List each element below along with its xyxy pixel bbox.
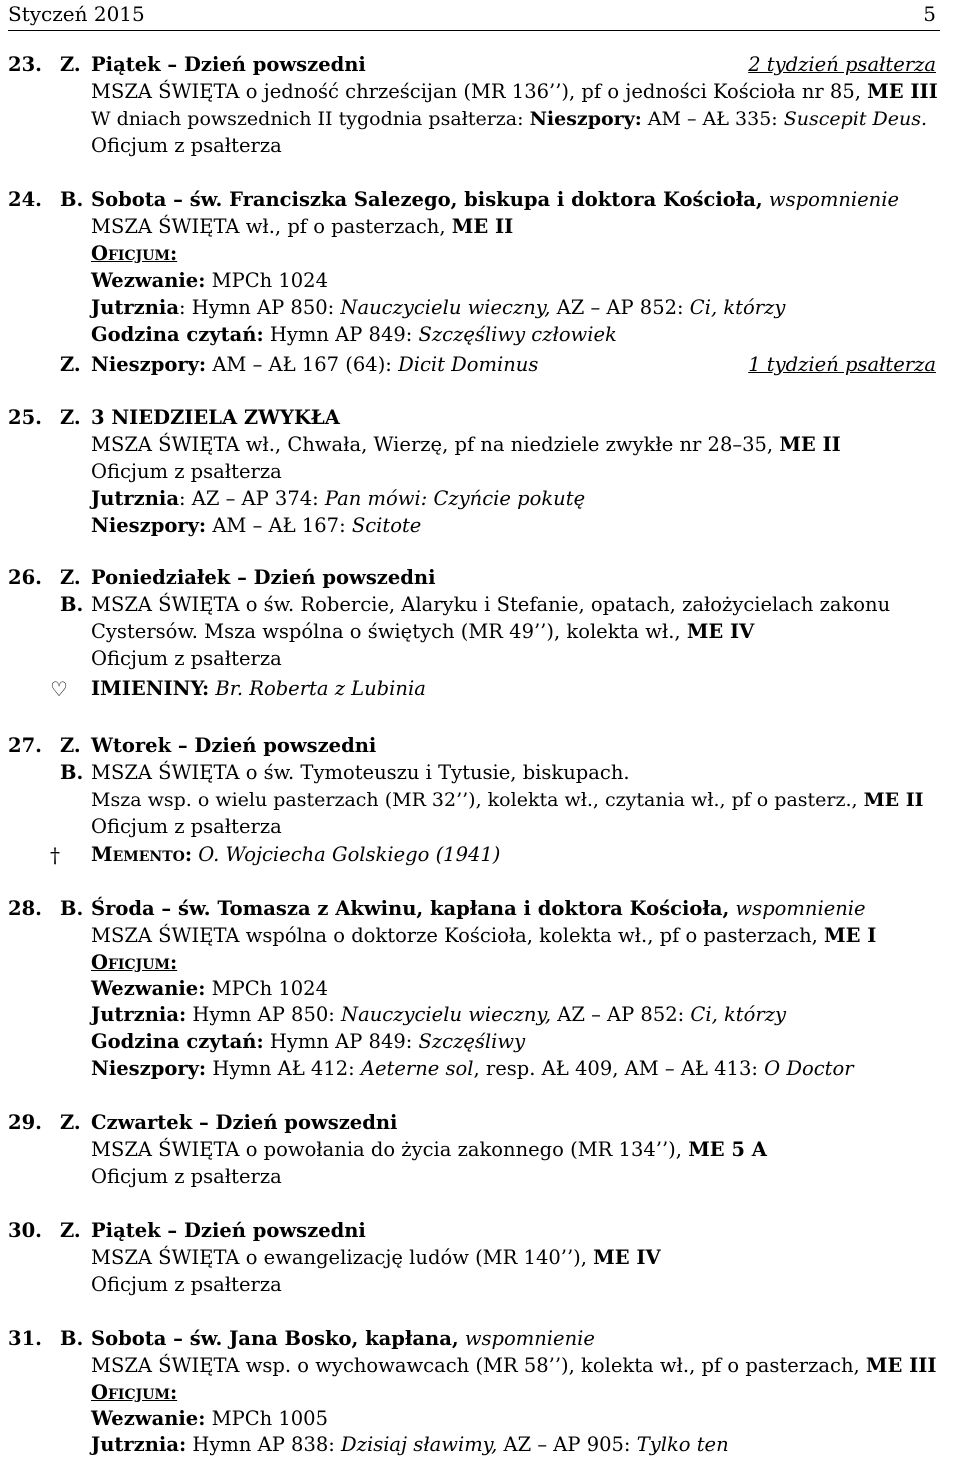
lauds-ref: : Hymn AP 850: — [178, 296, 341, 319]
lauds-ant-ref: AZ – AP 852: — [551, 1003, 691, 1026]
readings-ref: Hymn AP 849: — [263, 1030, 419, 1053]
rank: wspomnienie — [762, 188, 899, 211]
office-line: Oficjum z psałterza — [91, 815, 282, 838]
day-number: 30. — [8, 1219, 42, 1242]
vespers-line — [91, 106, 927, 132]
vespers-ref: AM – AŁ 167 (64): — [206, 353, 399, 376]
psalter-week: 2 tydzień psałterza — [748, 53, 936, 76]
lauds-ref: Hymn AP 850: — [186, 1003, 342, 1026]
office-line: Oficjum z psałterza — [91, 1165, 282, 1188]
vespers-hymn: Aeterne sol — [360, 1057, 474, 1080]
nameday-name: Br. Roberta z Lubinia — [209, 677, 426, 700]
vespers-intro: W dniach powszednich II tygodnia psałterza: — [91, 108, 530, 130]
day-title: Poniedziałek – Dzień powszedni — [91, 566, 436, 589]
day-title: 3 NIEDZIELA ZWYKŁA — [91, 406, 340, 429]
mass-letter: B. — [60, 761, 84, 784]
mass-text: MSZA ŚWIĘTA o jedność chrześcijan (MR 136’’), pf o jedności Kościoła nr 85, — [91, 80, 868, 103]
mass-line — [91, 923, 876, 949]
vespers-label: Nieszpory: — [91, 514, 207, 537]
me-ref: ME 5 A — [688, 1138, 767, 1161]
day-number: 28. — [8, 897, 42, 920]
mass-line — [91, 1137, 767, 1163]
color-letter: Z. — [60, 734, 81, 757]
mass-text: MSZA ŚWIĘTA o powołania do życia zakonnego (MR 134’’), — [91, 1138, 689, 1161]
me-ref: ME II — [451, 215, 514, 238]
me-ref: ME IV — [593, 1246, 661, 1269]
vespers-incipit: Suscepit Deus. — [783, 108, 928, 130]
me-ref: ME III — [865, 1354, 937, 1377]
lauds-ant-ref: AZ – AP 905: — [497, 1433, 637, 1456]
vespers-line — [91, 352, 538, 378]
day-number: 31. — [8, 1327, 42, 1350]
office-line: Oficjum z psałterza — [91, 460, 282, 483]
day-title-line — [91, 896, 866, 922]
office-line: Oficjum z psałterza — [91, 134, 282, 157]
day-number: 24. — [8, 188, 42, 211]
mass-text: MSZA ŚWIĘTA wsp. o wychowawcach (MR 58’’), kolekta wł., pf o pasterzach, — [91, 1354, 866, 1377]
invitatory-label: Wezwanie: — [91, 269, 206, 292]
day-title: Piątek – Dzień powszedni — [91, 1219, 366, 1242]
mass-text: Cystersów. Msza wspólna o świętych (MR 49’’), kolekta wł., — [91, 620, 687, 643]
vespers-incipit: Dicit Dominus — [398, 353, 539, 376]
color-letter: Z. — [60, 1219, 81, 1242]
readings-hymn: Szczęśliwy — [418, 1030, 526, 1053]
day-number: 23. — [8, 53, 42, 76]
lauds-ant: Ci, którzy — [689, 296, 786, 319]
lauds-label: Jutrznia: — [91, 1433, 187, 1456]
day-number: 27. — [8, 734, 42, 757]
readings-label: Godzina czytań: — [91, 323, 264, 346]
vespers-line — [91, 1056, 854, 1082]
office-line: Oficjum z psałterza — [91, 647, 282, 670]
invitatory-line — [91, 268, 328, 294]
nameday-label: IMIENINY: — [91, 677, 210, 700]
me-ref: ME II — [863, 789, 924, 811]
invitatory-label: Wezwanie: — [91, 1407, 206, 1430]
lauds-hymn: Nauczycielu wieczny, — [340, 296, 551, 319]
vespers-resp: , resp. AŁ 409, AM – AŁ 413: — [473, 1057, 765, 1080]
invitatory-ref: MPCh 1005 — [205, 1407, 328, 1430]
lauds-ref: Hymn AP 838: — [186, 1433, 342, 1456]
mass-line — [91, 1245, 661, 1271]
vespers-label: Nieszpory: — [91, 353, 207, 376]
mass-line — [91, 214, 513, 240]
readings-line — [91, 322, 617, 348]
readings-line — [91, 1029, 525, 1055]
cross-icon: † — [50, 843, 60, 867]
day-number: 25. — [8, 406, 42, 429]
me-ref: ME I — [824, 924, 877, 947]
nameday-line — [91, 676, 426, 702]
readings-label: Godzina czytań: — [91, 1030, 264, 1053]
lauds-label: Jutrznia — [91, 487, 179, 510]
mass-text: MSZA ŚWIĘTA wł., Chwała, Wierzę, pf na niedziele zwykłe nr 28–35, — [91, 433, 780, 456]
day-title-line — [91, 187, 899, 213]
day-title: Czwartek – Dzień powszedni — [91, 1111, 398, 1134]
day-number: 26. — [8, 566, 42, 589]
color-letter: B. — [60, 897, 84, 920]
mass-text: MSZA ŚWIĘTA wspólna o doktorze Kościoła, kolekta wł., pf o pasterzach, — [91, 924, 825, 947]
mass-line — [91, 79, 938, 105]
vespers-ref: AM – AŁ 167: — [206, 514, 352, 537]
color-letter: Z. — [60, 53, 81, 76]
lauds-line — [91, 1432, 729, 1458]
mass-line-2 — [91, 787, 924, 813]
oficjum-heading: Oficjum: — [91, 951, 178, 974]
invitatory-ref: MPCh 1024 — [205, 269, 328, 292]
mass-line: MSZA ŚWIĘTA o św. Robercie, Alaryku i Stefanie, opatach, założycielach zakonu — [91, 593, 891, 616]
lauds-ant-ref: AZ – AP 852: — [550, 296, 690, 319]
lauds-ant: Ci, którzy — [690, 1003, 786, 1026]
mass-letter: B. — [60, 593, 84, 616]
memento-line — [91, 842, 500, 868]
lauds-ref: : AZ – AP 374: — [178, 487, 325, 510]
day-title: Środa – św. Tomasza z Akwinu, kapłana i doktora Kościoła, — [91, 897, 730, 920]
color-letter: B. — [60, 1327, 84, 1350]
office-line: Oficjum z psałterza — [91, 1273, 282, 1296]
page-title: Styczeń 2015 — [8, 2, 145, 26]
invitatory-ref: MPCh 1024 — [205, 977, 328, 1000]
vespers-label: Nieszpory: — [529, 108, 642, 130]
mass-text: MSZA ŚWIĘTA o ewangelizację ludów (MR 140’’), — [91, 1246, 594, 1269]
lauds-label: Jutrznia: — [91, 1003, 187, 1026]
vespers-letter: Z. — [60, 353, 81, 376]
me-ref: ME IV — [686, 620, 755, 643]
day-title: Sobota – św. Jana Bosko, kapłana, — [91, 1327, 459, 1350]
vespers-ref: AM – AŁ 335: — [641, 108, 784, 130]
color-letter: Z. — [60, 406, 81, 429]
lauds-line — [91, 1002, 786, 1028]
lauds-line — [91, 295, 785, 321]
day-title: Wtorek – Dzień powszedni — [91, 734, 377, 757]
lauds-line — [91, 486, 585, 512]
heart-icon: ♡ — [50, 677, 68, 701]
me-ref: ME III — [867, 80, 938, 103]
vespers-ref: Hymn AŁ 412: — [206, 1057, 361, 1080]
page-number: 5 — [923, 2, 936, 26]
page-header — [8, 0, 940, 31]
memento-name: O. Wojciecha Golskiego (1941) — [192, 843, 501, 866]
oficjum-heading: Oficjum: — [91, 1381, 178, 1404]
lauds-label: Jutrznia — [91, 296, 179, 319]
mass-line — [91, 432, 841, 458]
vespers-label: Nieszpory: — [91, 1057, 207, 1080]
mass-line — [91, 1353, 937, 1379]
day-title: Sobota – św. Franciszka Salezego, biskupa i doktora Kościoła, — [91, 188, 763, 211]
psalter-week: 1 tydzień psałterza — [748, 353, 936, 376]
day-title: Piątek – Dzień powszedni — [91, 53, 366, 76]
me-ref: ME II — [779, 433, 841, 456]
mass-line-2 — [91, 619, 754, 645]
oficjum-heading: Oficjum: — [91, 242, 178, 265]
readings-hymn: Szczęśliwy człowiek — [418, 323, 617, 346]
lauds-ant: Tylko ten — [636, 1433, 729, 1456]
lauds-hymn: Nauczycielu wieczny, — [341, 1003, 552, 1026]
rank: wspomnienie — [729, 897, 866, 920]
invitatory-label: Wezwanie: — [91, 977, 206, 1000]
mass-line: MSZA ŚWIĘTA o św. Tymoteuszu i Tytusie, biskupach. — [91, 761, 630, 784]
color-letter: Z. — [60, 566, 81, 589]
invitatory-line — [91, 976, 328, 1002]
memento-label: Memento: — [91, 843, 193, 866]
color-letter: B. — [60, 188, 84, 211]
vespers-line — [91, 513, 421, 539]
color-letter: Z. — [60, 1111, 81, 1134]
day-title-line — [91, 1326, 595, 1352]
mass-text: Msza wsp. o wielu pasterzach (MR 32’’), kolekta wł., czytania wł., pf o pasterz., — [91, 789, 864, 811]
rank: wspomnienie — [458, 1327, 595, 1350]
lauds-hymn: Dzisiaj sławimy, — [341, 1433, 498, 1456]
mass-text: MSZA ŚWIĘTA wł., pf o pasterzach, — [91, 215, 452, 238]
invitatory-line — [91, 1406, 328, 1432]
lauds-ant: Pan mówi: Czyńcie pokutę — [324, 487, 586, 510]
day-number: 29. — [8, 1111, 42, 1134]
vespers-incipit: Scitote — [351, 514, 422, 537]
vespers-ant: O Doctor — [764, 1057, 854, 1080]
readings-ref: Hymn AP 849: — [263, 323, 419, 346]
